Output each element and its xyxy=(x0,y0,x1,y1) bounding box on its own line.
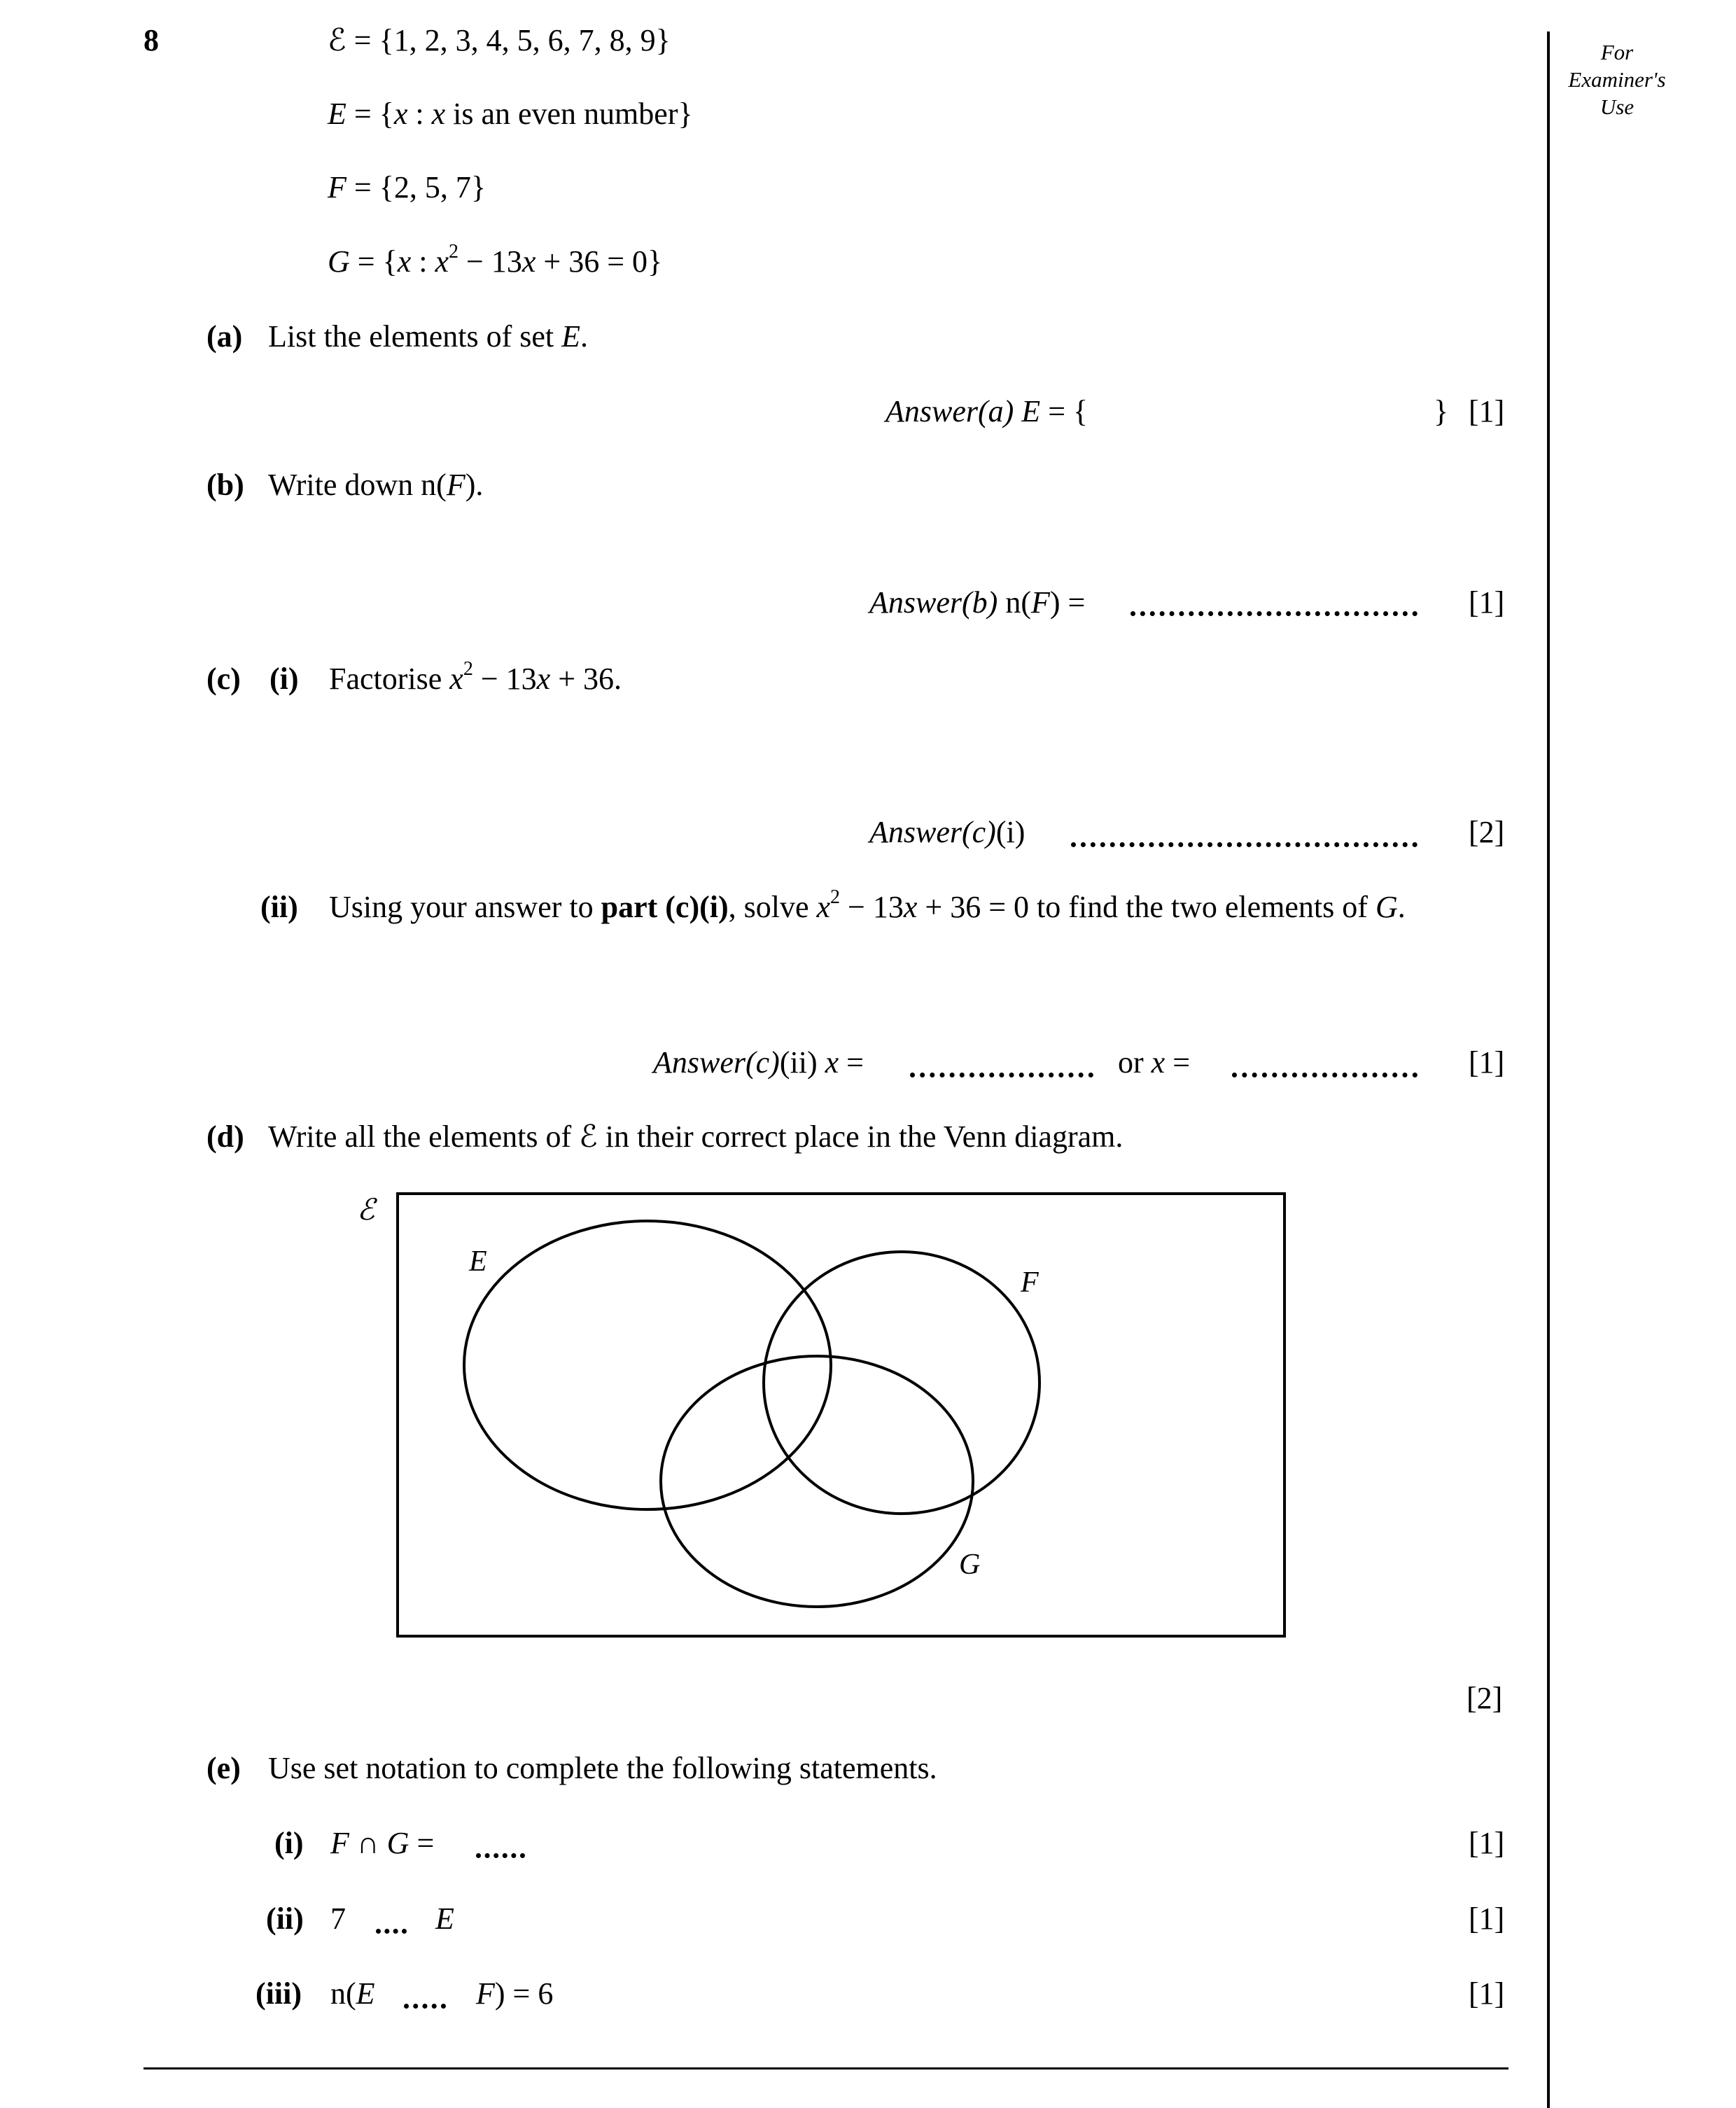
part-c-i-text: Factorise xyxy=(329,662,450,696)
part-c-ii-var3: G xyxy=(1375,890,1398,924)
set-e-var2: x xyxy=(431,97,446,131)
part-c-i-exponent: 2 xyxy=(463,658,473,680)
part-c-ii-exponent: 2 xyxy=(830,886,841,908)
part-c-ii-rest: − 13 xyxy=(840,890,904,924)
part-c-ii-var: x xyxy=(816,890,831,924)
set-g-rest: − 13 xyxy=(458,244,522,279)
set-g-exponent: 2 xyxy=(449,241,459,263)
part-e-iii-var2: F xyxy=(476,1976,495,2011)
part-e-label: (e) xyxy=(206,1751,241,1785)
page-bottom-rule xyxy=(144,2067,1508,2069)
part-e-i-lhs: F ∩ G xyxy=(330,1826,410,1860)
set-e-body: = { xyxy=(346,97,394,131)
part-b-answer-var: F xyxy=(1030,585,1050,620)
part-c-i-answer-text: Answer(c) xyxy=(869,815,996,849)
set-f-name: F xyxy=(328,170,346,204)
part-e-text: Use set notation to complete the following statements. xyxy=(268,1751,937,1785)
set-g-var3: x xyxy=(522,244,536,279)
part-e-ii-answer-line[interactable] xyxy=(376,1929,407,1934)
part-b-label: (b) xyxy=(206,468,244,502)
part-c-ii-text: Using your answer to xyxy=(329,890,601,924)
part-e-ii-label: (ii) xyxy=(266,1901,304,1936)
part-a-end: . xyxy=(580,319,589,354)
venn-label-e: E xyxy=(469,1245,487,1278)
part-a-answer-eq: = { xyxy=(1040,394,1088,428)
part-e-i-label: (i) xyxy=(274,1826,304,1860)
question-number: 8 xyxy=(144,23,159,57)
set-f-body: = {2, 5, 7} xyxy=(346,170,486,204)
part-d-marks: [2] xyxy=(1466,1681,1503,1715)
part-e-iii-lhs xyxy=(330,1976,375,2011)
examiner-word-2: Examiner's xyxy=(1568,67,1666,92)
set-g-var: x xyxy=(397,244,412,279)
venn-label-g: G xyxy=(959,1549,981,1581)
circle-g xyxy=(661,1356,973,1607)
part-c-ii-or-text: or xyxy=(1118,1045,1152,1080)
part-e-iii-n: n( xyxy=(330,1976,356,2011)
part-b-answer-eq: ) = xyxy=(1049,585,1086,620)
part-c-ii-answer-var: x xyxy=(825,1045,839,1080)
part-c-i-answer-num: (i) xyxy=(995,815,1026,849)
part-a-label: (a) xyxy=(206,319,243,354)
universal-rectangle xyxy=(398,1194,1284,1636)
part-c-i-var2: x xyxy=(536,662,551,696)
part-c-ii-or-var: x xyxy=(1151,1045,1166,1080)
part-e-iii-rest: ) = 6 xyxy=(494,1976,554,2011)
part-c-ii-end: . xyxy=(1397,890,1406,924)
part-e-i-marks: [1] xyxy=(1469,1826,1505,1860)
part-c-ii-bold: part (c)(i) xyxy=(601,890,729,924)
part-a-text: List the elements of set xyxy=(268,319,562,354)
part-c-label: (c) xyxy=(206,662,241,696)
part-c-ii-or-eq: = xyxy=(1165,1045,1191,1080)
part-c-ii-tail: + 36 = 0 to find the two elements of xyxy=(917,890,1376,924)
venn-label-f: F xyxy=(1021,1266,1039,1299)
set-g-body: = { xyxy=(349,244,398,279)
part-a-var: E xyxy=(561,319,581,354)
circle-f xyxy=(764,1252,1040,1514)
part-c-i-rest: − 13 xyxy=(472,662,537,696)
part-c-i-marks: [2] xyxy=(1469,815,1505,849)
part-e-i-eq: = xyxy=(409,1826,435,1860)
part-b-text: Write down n( xyxy=(268,468,447,502)
part-c-i-label: (i) xyxy=(270,662,299,696)
part-e-iii-rhs xyxy=(476,1976,553,2011)
part-e-ii-rhs: E xyxy=(435,1901,454,1936)
part-d-text: Write all the elements of ℰ in their correct place in the Venn diagram. xyxy=(268,1119,1124,1154)
set-g-colon: : xyxy=(411,244,435,279)
part-c-ii-marks: [1] xyxy=(1469,1045,1505,1080)
set-e-name: E xyxy=(328,97,346,131)
part-d-label: (d) xyxy=(206,1119,244,1154)
part-b-marks: [1] xyxy=(1469,585,1505,620)
set-e-rest: is an even number} xyxy=(445,97,693,131)
part-b-answer-n: n( xyxy=(997,585,1031,620)
part-b-answer-text: Answer(b) xyxy=(869,585,998,620)
part-e-ii-marks: [1] xyxy=(1469,1901,1505,1936)
part-c-ii-answer-text: Answer(c) xyxy=(653,1045,780,1080)
part-e-iii-var1: E xyxy=(356,1976,375,2011)
part-c-i-tail: + 36. xyxy=(550,662,622,696)
part-c-ii-answer-num: (ii) xyxy=(779,1045,825,1080)
part-a-answer-text: Answer(a) E xyxy=(886,394,1041,428)
part-c-ii-label: (ii) xyxy=(260,890,298,924)
part-e-iii-label: (iii) xyxy=(255,1976,302,2011)
part-e-ii-lhs: 7 xyxy=(330,1901,346,1936)
part-e-iii-marks: [1] xyxy=(1469,1976,1505,2011)
part-c-ii-var2: x xyxy=(903,890,918,924)
part-e-i-answer-line[interactable] xyxy=(476,1853,525,1858)
set-e-var: x xyxy=(393,97,408,131)
part-c-i-var: x xyxy=(449,662,463,696)
part-c-ii-answer-eq: = xyxy=(839,1045,864,1080)
examiner-word-3: Use xyxy=(1600,95,1634,119)
set-g-tail: + 36 = 0} xyxy=(536,244,663,279)
universal-set-text: ℰ = {1, 2, 3, 4, 5, 6, 7, 8, 9} xyxy=(328,23,671,57)
part-e-i-statement xyxy=(330,1825,434,1861)
part-a-marks: [1] xyxy=(1469,394,1505,428)
part-b-var: F xyxy=(446,468,465,502)
part-b-end: ). xyxy=(465,468,484,502)
universal-symbol-label: ℰ xyxy=(357,1194,375,1227)
set-g-name: G xyxy=(328,244,350,279)
circle-e xyxy=(464,1221,831,1509)
examiner-word-1: For xyxy=(1600,40,1634,64)
part-e-iii-answer-line[interactable] xyxy=(404,2004,446,2009)
part-c-ii-comma: , solve xyxy=(728,890,817,924)
set-g-var2: x xyxy=(435,244,449,279)
part-a-answer-close: } xyxy=(1434,394,1449,428)
set-e-colon: : xyxy=(407,97,432,131)
